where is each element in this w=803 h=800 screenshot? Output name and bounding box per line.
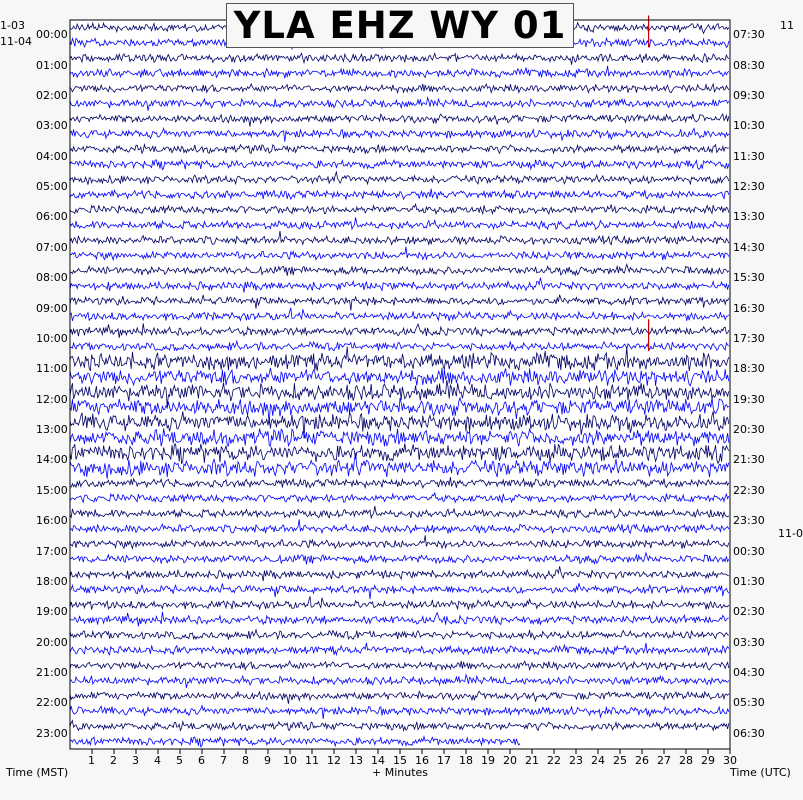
- right-hour-label: 11:30: [733, 149, 765, 163]
- left-hour-label: 13:00: [36, 423, 68, 437]
- left-hour-label: 22:00: [36, 696, 68, 710]
- right-hour-label: 12:30: [733, 180, 765, 194]
- x-tick-label: 22: [547, 754, 561, 767]
- right-hour-label: 14:30: [733, 240, 765, 254]
- x-tick-label: 27: [657, 754, 671, 767]
- x-tick-label: 15: [393, 754, 407, 767]
- right-rollover-date: 11-0: [778, 527, 803, 540]
- left-hour-label: 20:00: [36, 635, 68, 649]
- left-hour-label: 10:00: [36, 331, 68, 345]
- x-tick-label: 12: [327, 754, 341, 767]
- right-hour-label: 02:30: [733, 605, 765, 619]
- left-first-date: 11-04: [0, 35, 32, 48]
- x-tick-label: 28: [679, 754, 693, 767]
- left-hour-label: 19:00: [36, 605, 68, 619]
- x-tick-label: 18: [459, 754, 473, 767]
- left-hour-label: 00:00: [36, 28, 68, 42]
- left-hour-label: 03:00: [36, 119, 68, 133]
- x-tick-label: 20: [503, 754, 517, 767]
- left-hour-label: 08:00: [36, 271, 68, 285]
- x-tick-label: 8: [242, 754, 249, 767]
- x-tick-label: 10: [283, 754, 297, 767]
- x-tick-label: 19: [481, 754, 495, 767]
- right-hour-label: 07:30: [733, 28, 765, 42]
- x-tick-label: 30: [723, 754, 737, 767]
- right-hour-label: 23:30: [733, 514, 765, 528]
- left-hour-label: 14:00: [36, 453, 68, 467]
- right-hour-label: 13:30: [733, 210, 765, 224]
- right-hour-label: 19:30: [733, 392, 765, 406]
- left-hour-label: 04:00: [36, 149, 68, 163]
- right-hour-label: 01:30: [733, 574, 765, 588]
- right-hour-label: 10:30: [733, 119, 765, 133]
- x-tick-label: 17: [437, 754, 451, 767]
- right-hour-label: 08:30: [733, 58, 765, 72]
- x-tick-label: 26: [635, 754, 649, 767]
- x-tick-label: 23: [569, 754, 583, 767]
- x-tick-label: 2: [110, 754, 117, 767]
- right-hour-label: 20:30: [733, 423, 765, 437]
- left-hour-label: 17:00: [36, 544, 68, 558]
- right-hour-label: 17:30: [733, 331, 765, 345]
- right-top-date: 11: [780, 19, 794, 32]
- x-tick-label: 25: [613, 754, 627, 767]
- right-hour-label: 22:30: [733, 483, 765, 497]
- right-hour-label: 21:30: [733, 453, 765, 467]
- left-top-date: 1-03: [0, 19, 25, 32]
- left-hour-label: 18:00: [36, 574, 68, 588]
- right-hour-label: 15:30: [733, 271, 765, 285]
- x-tick-label: 7: [220, 754, 227, 767]
- x-tick-label: 16: [415, 754, 429, 767]
- x-tick-label: 9: [264, 754, 271, 767]
- x-tick-label: 1: [88, 754, 95, 767]
- left-hour-label: 01:00: [36, 58, 68, 72]
- x-tick-label: 4: [154, 754, 161, 767]
- left-hour-label: 12:00: [36, 392, 68, 406]
- left-hour-label: 23:00: [36, 726, 68, 740]
- x-tick-label: 13: [349, 754, 363, 767]
- right-hour-label: 09:30: [733, 88, 765, 102]
- right-hour-label: 04:30: [733, 666, 765, 680]
- left-hour-label: 15:00: [36, 483, 68, 497]
- right-hour-label: 03:30: [733, 635, 765, 649]
- left-hour-label: 02:00: [36, 88, 68, 102]
- left-hour-label: 11:00: [36, 362, 68, 376]
- x-tick-label: 21: [525, 754, 539, 767]
- left-hour-label: 05:00: [36, 180, 68, 194]
- right-hour-label: 05:30: [733, 696, 765, 710]
- left-hour-label: 07:00: [36, 240, 68, 254]
- right-hour-label: 06:30: [733, 726, 765, 740]
- right-hour-label: 00:30: [733, 544, 765, 558]
- x-tick-label: 24: [591, 754, 605, 767]
- x-tick-label: 5: [176, 754, 183, 767]
- right-axis-label: Time (UTC): [730, 766, 791, 779]
- chart-title: YLA EHZ WY 01: [226, 3, 574, 48]
- left-hour-label: 06:00: [36, 210, 68, 224]
- left-axis-label: Time (MST): [6, 766, 69, 779]
- x-tick-label: 14: [371, 754, 385, 767]
- x-tick-label: 6: [198, 754, 205, 767]
- right-hour-label: 16:30: [733, 301, 765, 315]
- right-hour-label: 18:30: [733, 362, 765, 376]
- left-hour-label: 21:00: [36, 666, 68, 680]
- left-hour-label: 16:00: [36, 514, 68, 528]
- x-tick-label: 29: [701, 754, 715, 767]
- x-tick-label: 3: [132, 754, 139, 767]
- left-hour-label: 09:00: [36, 301, 68, 315]
- x-tick-label: 11: [305, 754, 319, 767]
- x-axis-label: + Minutes: [372, 766, 429, 779]
